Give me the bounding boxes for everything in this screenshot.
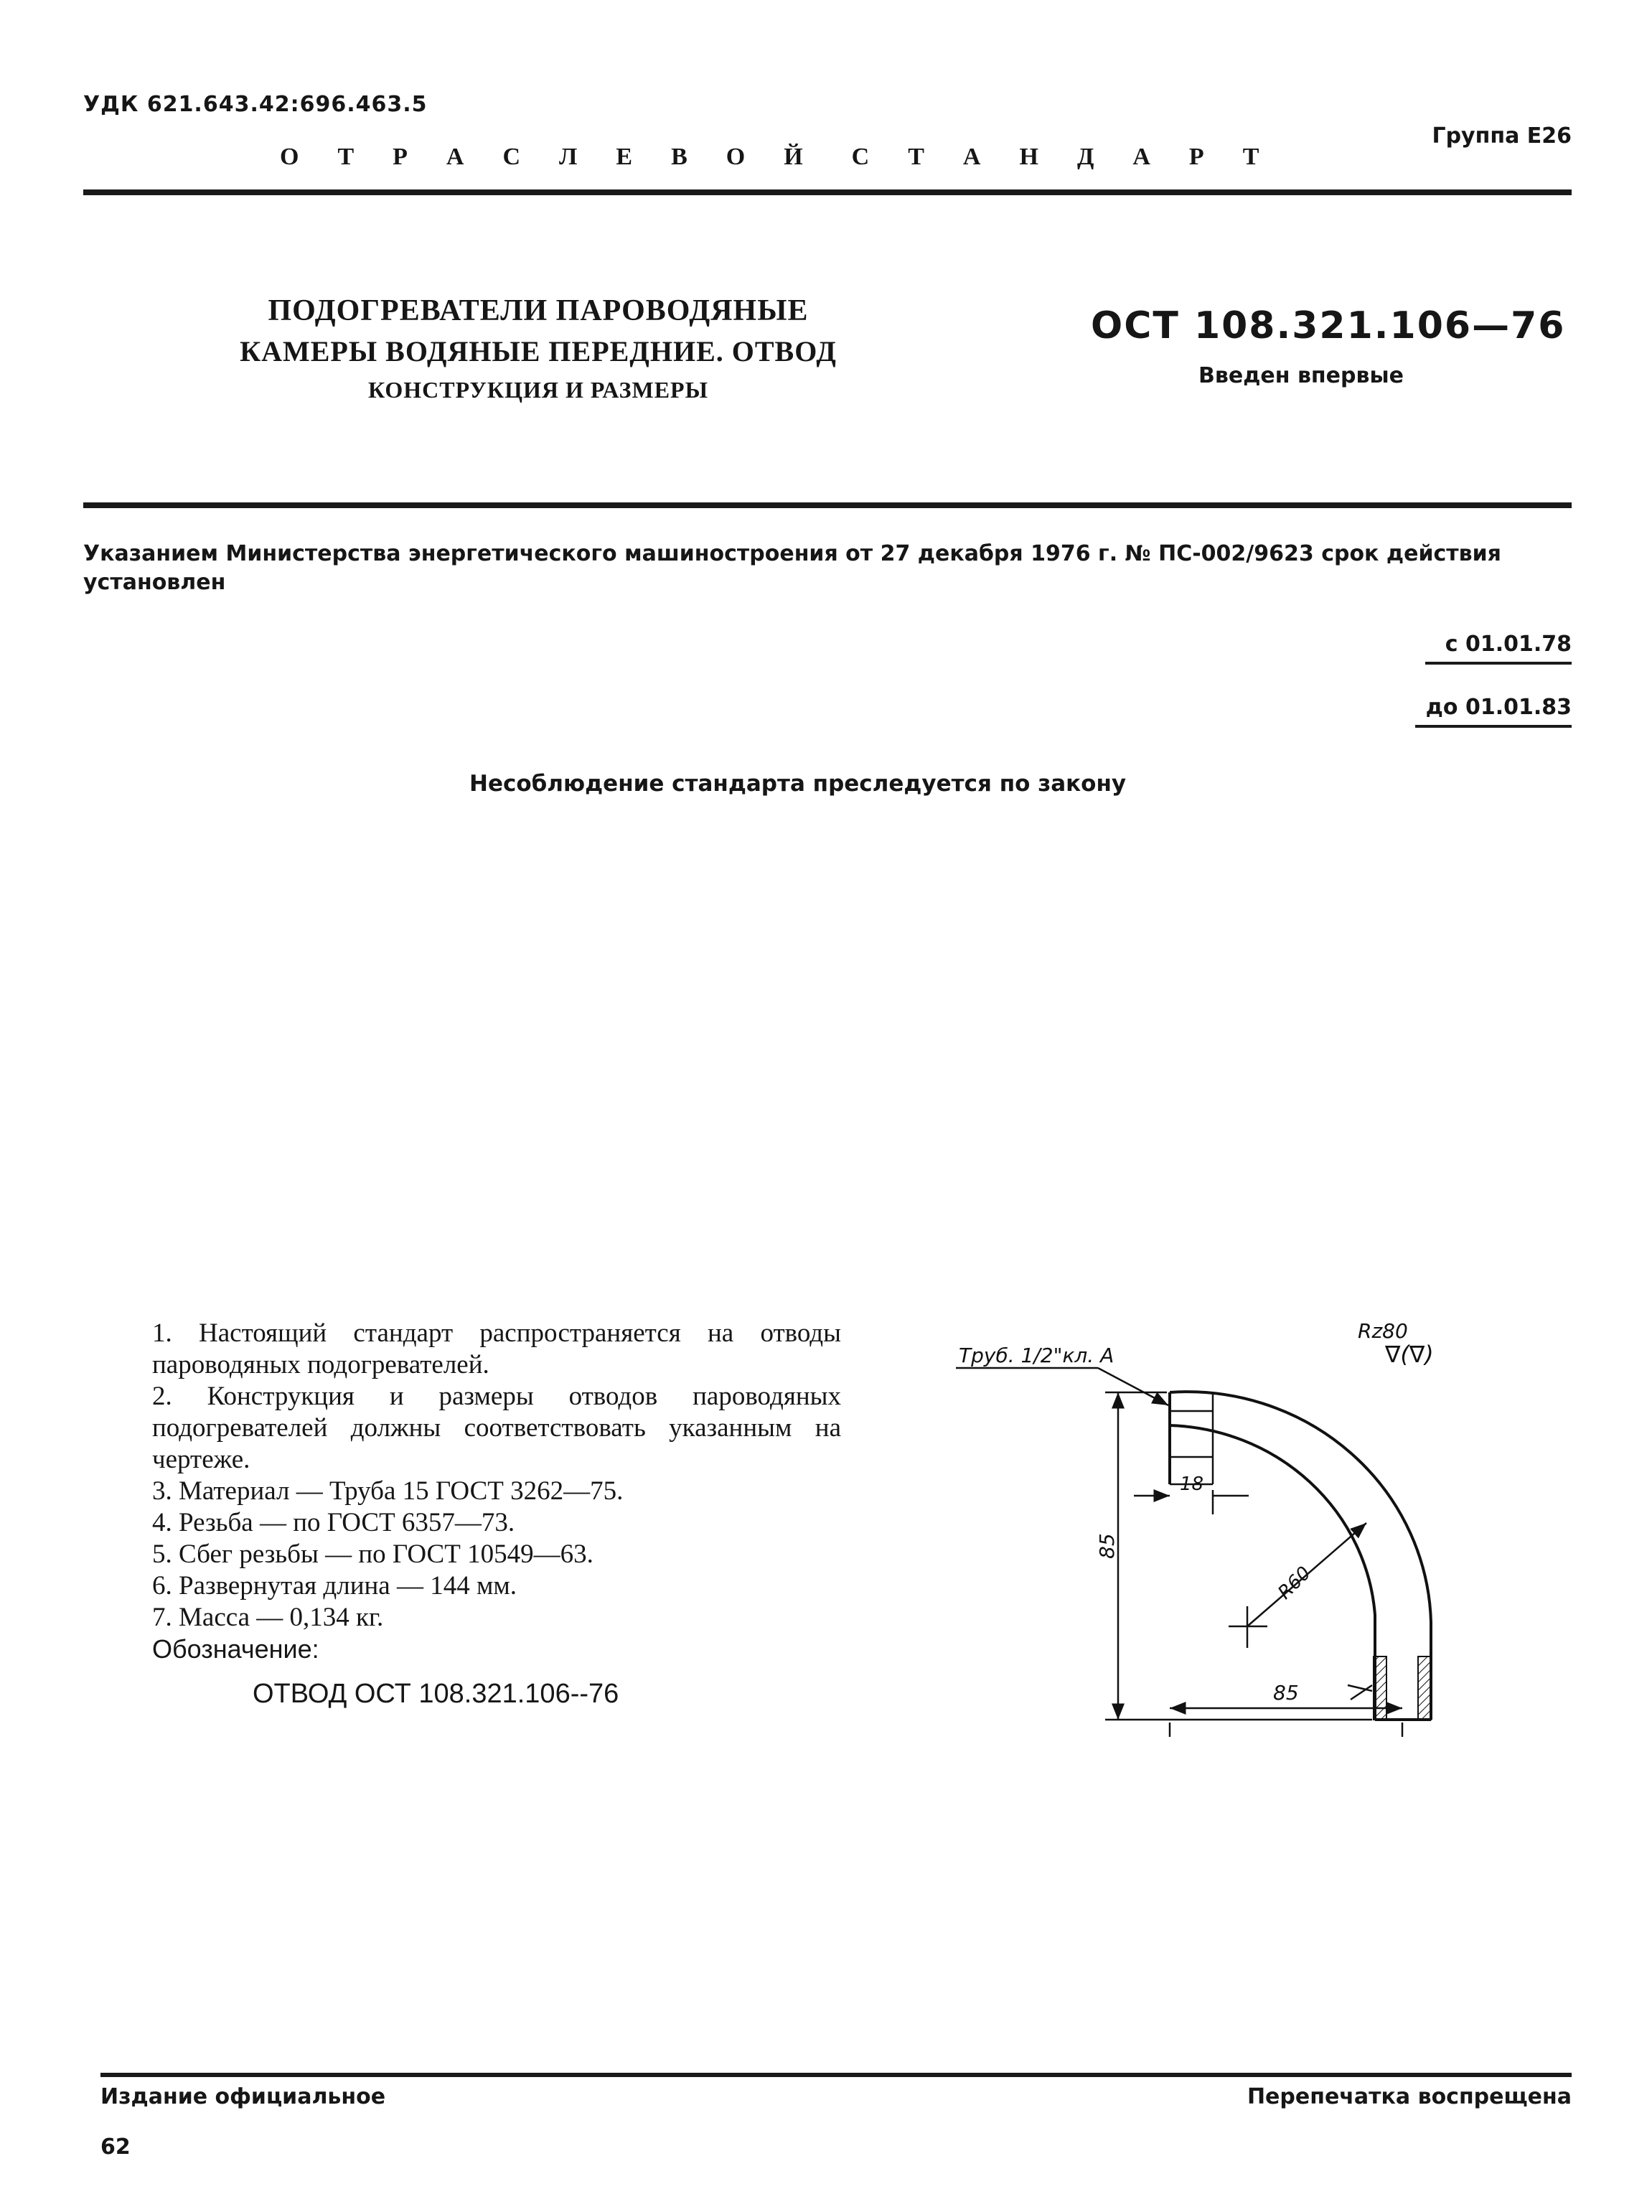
banner-letter: Т (1242, 144, 1259, 170)
valid-to-underline (1415, 725, 1572, 728)
footer-rule (100, 2073, 1572, 2077)
banner-letter: А (446, 144, 464, 170)
designation-label: Обозначение: (152, 1634, 319, 1664)
title-line-3: КОНСТРУКЦИЯ И РАЗМЕРЫ (367, 377, 709, 403)
elbow-outer-wall (1170, 1392, 1431, 1720)
title-line-2: КАМЕРЫ ВОДЯНЫЕ ПЕРЕДНИЕ. ОТВОД (240, 335, 837, 367)
banner-letter: Н (1019, 144, 1038, 170)
dim-radius: R60 (1274, 1562, 1315, 1604)
note-item: 5. Сбег резьбы — по ГОСТ 10549—63. (152, 1540, 593, 1569)
banner-letter: А (962, 144, 981, 170)
dim-height: 85 (1095, 1533, 1119, 1559)
banner-letter: Т (337, 144, 355, 170)
group-code: Группа Е26 (1432, 123, 1572, 149)
title-rule (83, 502, 1572, 508)
note-item: 7. Масса — 0,134 кг. (152, 1603, 384, 1632)
banner-letter: Л (559, 144, 578, 170)
banner-letter: Т (908, 144, 924, 170)
thread-roughness-mark (1348, 1685, 1372, 1700)
document-title (201, 290, 876, 408)
banner-letter: Е (616, 144, 633, 170)
page-number: 62 (100, 2134, 131, 2160)
dim-width: 85 (1273, 1681, 1299, 1705)
udk-code: УДК 621.643.42:696.463.5 (83, 92, 428, 117)
elbow-drawing (933, 1306, 1478, 1737)
pipe-spec-label: Труб. 1/2"кл. А (959, 1344, 1114, 1367)
banner-letter: Д (1076, 144, 1094, 170)
note-item: 1. Настоящий стандарт распространяется на отводы пароводяных подогревателей. (152, 1318, 841, 1379)
penalty-notice: Несоблюдение стандарта преследуется по закону (469, 771, 1127, 797)
header-rule (83, 189, 1572, 195)
banner-letter: О (726, 144, 746, 170)
banner-letter: О (280, 144, 299, 170)
note-item: 6. Развернутая длина — 144 мм. (152, 1571, 517, 1601)
designation-value: ОТВОД ОСТ 108.321.106--76 (253, 1679, 619, 1709)
roughness-value: Rz80 (1358, 1319, 1408, 1343)
reprint-prohibited-note: Перепечатка воспрещена (1247, 2084, 1572, 2109)
official-edition-note: Издание официальное (100, 2084, 386, 2109)
banner-letter: В (671, 144, 687, 170)
banner-letter: С (502, 144, 521, 170)
industry-standard-banner (280, 144, 1297, 171)
dim-thread-length: 18 (1180, 1473, 1204, 1495)
roughness-symbol: ∇(∇) (1385, 1341, 1434, 1368)
valid-from-underline (1425, 662, 1572, 665)
title-line-1: ПОДОГРЕВАТЕЛИ ПАРОВОДЯНЫЕ (268, 294, 809, 327)
banner-letter: А (1132, 144, 1150, 170)
banner-letter: С (851, 144, 870, 170)
banner-letter: Р (1188, 144, 1204, 170)
note-item: 2. Конструкция и размеры отводов пароводяных подогревателей должны соответствовать указанным на чертеже. (152, 1382, 841, 1474)
notes-list (152, 1318, 841, 1710)
elbow-inner-wall (1170, 1425, 1375, 1720)
introduced-note: Введен впервые (1198, 363, 1404, 388)
decree-text: Указанием Министерства энергетического машиностроения от 27 декабря 1976 г. № ПС-002/9623 срок действия установлен (83, 541, 1501, 595)
thread-hatch-left (1374, 1656, 1386, 1720)
banner-letter: Й (784, 144, 803, 170)
valid-to-date: до 01.01.83 (1425, 695, 1572, 720)
note-item: 4. Резьба — по ГОСТ 6357—73. (152, 1508, 515, 1537)
standard-number: ОСТ 108.321.106—76 (1091, 304, 1566, 347)
banner-letter: Р (393, 144, 408, 170)
thread-hatch-right (1418, 1656, 1431, 1720)
note-item: 3. Материал — Труба 15 ГОСТ 3262—75. (152, 1476, 624, 1506)
valid-from-date: с 01.01.78 (1445, 632, 1572, 657)
